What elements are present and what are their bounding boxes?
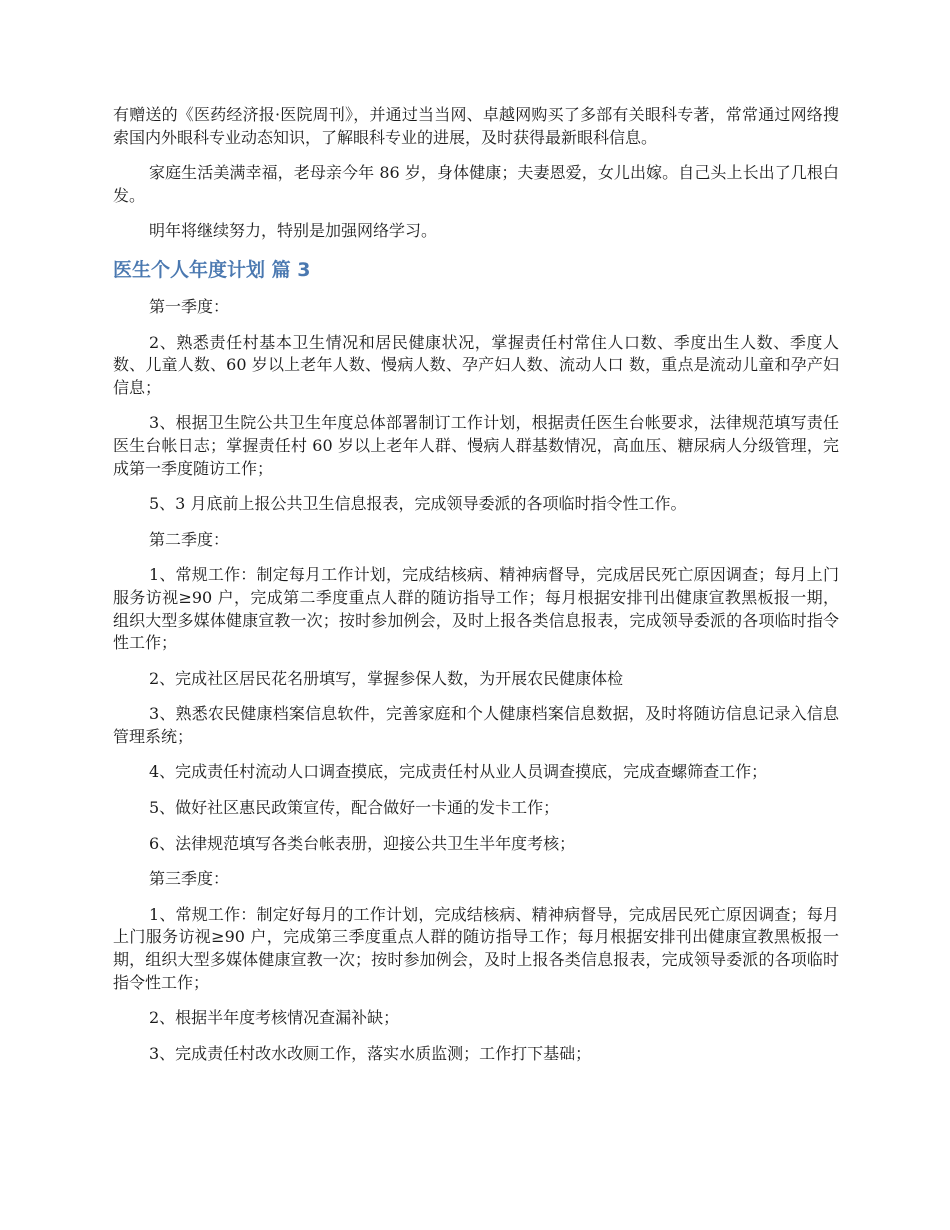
paragraph-q2-heading: 第二季度：: [149, 529, 230, 549]
paragraph-q2-item-4: 4、完成责任村流动人口调查摸底，完成责任村从业人员调查摸底，完成查螺筛查工作；: [149, 762, 768, 782]
paragraph-q3-heading: 第三季度：: [149, 869, 230, 889]
paragraph-q2-item-1: 1、常规工作：制定每月工作计划，完成结核病、精神病督导，完成居民死亡原因调查；每月上门服务访视≥90 户，完成第二季度重点人群的随访指导工作；每月根据安排刊出健康宣教黑板报一期，组织大型多媒体健康宣教一次；按时参加例会，及时上报各类信息报表，完成领导委派的各项临时指令性工作；: [113, 565, 839, 653]
paragraph-q2-item-6: 6、法律规范填写各类台帐表册，迎接公共卫生半年度考核；: [149, 833, 576, 853]
paragraph-q1-heading: 第一季度：: [149, 296, 230, 316]
paragraph-q1-item-2: 2、熟悉责任村基本卫生情况和居民健康状况，掌握责任村常住人口数、季度出生人数、季度人数、儿童人数、60 岁以上老年人数、慢病人数、孕产妇人数、流动人口 数，重点是流动儿童和孕产妇信息；: [113, 332, 839, 397]
paragraph-intro-1: 有赠送的《医药经济报·医院周刊》，并通过当当网、卓越网购买了多部有关眼科专著，常常通过网络搜索国内外眼科专业动态知识，了解眼科专业的进展，及时获得最新眼科信息。: [113, 105, 839, 147]
paragraph-q3-item-1: 1、常规工作：制定好每月的工作计划，完成结核病、精神病督导，完成居民死亡原因调查；每月上门服务访视≥90 户，完成第三季度重点人群的随访指导工作；每月根据安排刊出健康宣教黑板报一期，组织大型多媒体健康宣教一次；按时参加例会，及时上报各类信息报表，完成领导委派的各项临时指令性工作；: [113, 904, 839, 992]
paragraph-q3-item-3: 3、完成责任村改水改厕工作，落实水质监测；工作打下基础；: [149, 1043, 592, 1063]
paragraph-q2-item-3: 3、熟悉农民健康档案信息软件，完善家庭和个人健康档案信息数据，及时将随访信息记录入信息管理系统；: [113, 704, 839, 746]
paragraph-intro-3: 明年将继续努力，特别是加强网络学习。: [149, 221, 438, 241]
paragraph-q2-item-5: 5、做好社区惠民政策宣传，配合做好一卡通的发卡工作；: [149, 798, 560, 818]
paragraph-q3-item-2: 2、根据半年度考核情况查漏补缺；: [149, 1008, 400, 1028]
paragraph-q1-item-3: 3、根据卫生院公共卫生年度总体部署制订工作计划，根据责任医生台帐要求，法律规范填写责任医生台帐日志；掌握责任村 60 岁以上老年人群、慢病人群基数情况，高血压、糖尿病人分级管理，完成第一季度随访工作；: [113, 413, 839, 478]
paragraph-q2-item-2: 2、完成社区居民花名册填写，掌握参保人数，为开展农民健康体检: [149, 668, 624, 688]
document-page: [113, 104, 839, 1078]
paragraph-q1-item-5: 5、3 月底前上报公共卫生信息报表，完成领导委派的各项临时指令性工作。: [149, 494, 687, 514]
paragraph-intro-2: 家庭生活美满幸福，老母亲今年 86 岁，身体健康；夫妻恩爱，女儿出嫁。自己头上长出了几根白发。: [113, 163, 839, 205]
section-title: 医生个人年度计划 篇 3: [113, 258, 311, 281]
